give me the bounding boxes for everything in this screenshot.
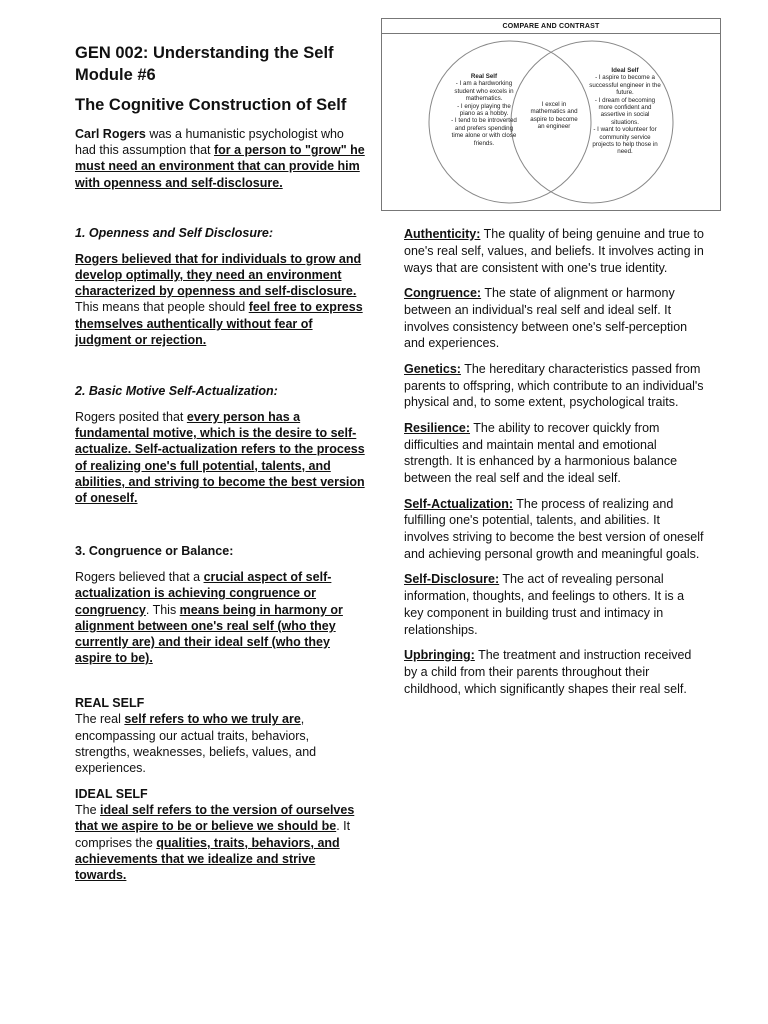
real-self-text-2: , encompassing our actual traits, behaviors, strengths, weaknesses, beliefs, values, and experiences. <box>75 712 317 776</box>
left-column <box>75 42 365 883</box>
section-1-heading: 1. Openness and Self Disclosure: <box>75 225 273 240</box>
venn-right-line: need. <box>617 148 633 156</box>
venn-left-line: - I am a hardworking <box>455 80 513 88</box>
definition-term: Congruence: <box>404 285 482 300</box>
venn-left-title: Real Self <box>470 73 498 80</box>
venn-left-line: time alone or with close <box>451 132 517 140</box>
definition-term: Genetics: <box>404 361 461 376</box>
section-3-text-2: . This <box>145 602 180 617</box>
document-title <box>75 42 365 86</box>
intro-paragraph <box>75 126 365 191</box>
venn-diagram <box>381 18 721 211</box>
venn-right-line: community service <box>599 133 651 141</box>
section-3-emphasis-2: means being in harmony or alignment between one's real self (who they currently are) and their ideal self (who they aspire to be). <box>75 602 343 666</box>
definition-text: The hereditary characteristics passed from parents to offspring, which contribute to an individual's physical and, to some extent, psychological traits. <box>404 361 704 410</box>
real-self-heading: REAL SELF <box>75 696 145 711</box>
venn-center-line: aspire to become <box>530 115 578 123</box>
venn-left-line: piano as a hobby. <box>459 110 509 118</box>
definition-item <box>404 285 704 352</box>
venn-right-line: situations. <box>611 118 639 126</box>
venn-right-line: assertive in social <box>600 111 650 119</box>
venn-center-text <box>528 101 580 131</box>
title-line-2: Module #6 <box>75 66 156 84</box>
venn-left-line: friends. <box>473 139 495 147</box>
title-line-1: GEN 002: Understanding the Self <box>75 44 334 62</box>
ideal-self-heading: IDEAL SELF <box>75 787 148 802</box>
ideal-self-emphasis-2: qualities, traits, behaviors, and achievements that we idealize and strive towards. <box>75 835 340 883</box>
venn-right-line: future. <box>616 89 634 97</box>
section-3-heading: 3. Congruence or Balance: <box>75 544 234 559</box>
intro-name: Carl Rogers <box>75 127 146 141</box>
definition-term: Authenticity: <box>404 227 481 241</box>
real-self-text-1: The real <box>75 712 125 727</box>
definition-text: The treatment and instruction received by a child from their parents throughout their childhood, which significantly shapes their real self. <box>404 648 692 696</box>
section-3-emphasis-1: crucial aspect of self-actualization is achieving congruence or congruency <box>75 570 332 617</box>
venn-left-text <box>444 73 524 147</box>
ideal-self-emphasis-1: ideal self refers to the version of ourselves that we aspire to be or believe we should be <box>75 803 355 834</box>
venn-right-line: - I dream of becoming <box>594 96 656 104</box>
definition-item <box>404 226 704 276</box>
venn-left-line: - I tend to be introverted <box>451 117 517 125</box>
definition-item <box>404 420 704 487</box>
definition-term: Resilience: <box>404 420 471 435</box>
venn-right-line: projects to help those in <box>592 141 658 149</box>
definition-item <box>404 571 704 638</box>
venn-header: COMPARE AND CONTRAST <box>382 19 720 34</box>
definition-term: Self-Actualization: <box>404 496 514 511</box>
section-1-emphasis-2: feel free to express themselves authentically without fear of judgment or rejection. <box>75 300 363 347</box>
venn-right-line: - I aspire to become a <box>595 74 655 82</box>
section-2-emphasis: every person has a fundamental motive, which is the desire to self-actualize. Self-actualization refers to the process of realizing one's full potential, talents, and abilities, and striving to become the best version of oneself. <box>75 410 365 506</box>
section-3-paragraph <box>75 569 365 666</box>
definitions-list <box>404 226 704 706</box>
venn-left-line: student who excels in <box>454 87 514 95</box>
section-2-text: Rogers posited that <box>75 410 187 425</box>
venn-right-text <box>582 67 668 156</box>
venn-left-lines <box>444 80 524 147</box>
ideal-self-text-2: . It comprises the <box>75 819 351 850</box>
definition-item <box>404 496 704 563</box>
definition-text: The state of alignment or harmony between an individual's real self and ideal self. It involves consistency between one's self-perception and experiences. <box>404 285 688 351</box>
venn-right-line: more confident and <box>598 104 652 112</box>
ideal-self-text-1: The <box>75 803 101 818</box>
venn-center-line: I excel in <box>541 101 567 108</box>
section-2-paragraph <box>75 409 365 506</box>
section-1-emphasis-1: Rogers believed that for individuals to grow and develop optimally, they need an environment characterized by openness and self-disclosure. <box>75 251 362 299</box>
definition-text: The act of revealing personal information, thoughts, and feelings to others. It is a key component in building trust and intimacy in relationships. <box>404 572 685 637</box>
section-3-text-1: Rogers believed that a <box>75 570 204 585</box>
section-2-heading: 2. Basic Motive Self-Actualization: <box>75 384 278 399</box>
intro-emphasis: for a person to "grow" he must need an environment that can provide him with openness and self-disclosure. <box>75 143 365 190</box>
definition-item <box>404 361 704 411</box>
definition-term: Self-Disclosure: <box>404 572 500 587</box>
intro-text: was a humanistic psychologist who had this assumption that <box>75 127 344 158</box>
venn-right-line: - I want to volunteer for <box>593 126 657 134</box>
venn-center-line: an engineer <box>537 123 571 131</box>
definition-item <box>404 647 704 697</box>
venn-left-line: - I enjoy playing the <box>457 102 511 110</box>
real-self-emphasis: self refers to who we truly are <box>124 712 301 727</box>
ideal-self-paragraph <box>75 802 365 883</box>
venn-right-lines <box>582 74 668 155</box>
venn-left-line: mathematics. <box>465 95 503 103</box>
real-self-paragraph <box>75 711 365 776</box>
section-1-text: This means that people should <box>75 300 249 315</box>
definition-text: The ability to recover quickly from difficulties and maintain mental and emotional strength. It is enhanced by a harmonious balance between the real self and the ideal self. <box>404 420 678 486</box>
definition-term: Upbringing: <box>404 648 475 663</box>
definition-text: The quality of being genuine and true to one's real self, values, and beliefs. It involves acting in ways that are consistent with one's true identity. <box>404 227 704 275</box>
section-1-paragraph <box>75 251 365 348</box>
venn-center-line: mathematics and <box>530 108 578 116</box>
venn-center-lines <box>528 101 580 131</box>
venn-right-title: Ideal Self <box>611 67 639 74</box>
definition-text: The process of realizing and fulfilling one's potential, talents, and abilities. It involves striving to become the best version of oneself and achieving personal growth and meaningful goals. <box>404 496 704 561</box>
venn-left-line: and prefers spending <box>454 124 514 132</box>
document-subtitle: The Cognitive Construction of Self <box>75 96 347 114</box>
venn-right-line: successful engineer in the <box>589 81 661 89</box>
